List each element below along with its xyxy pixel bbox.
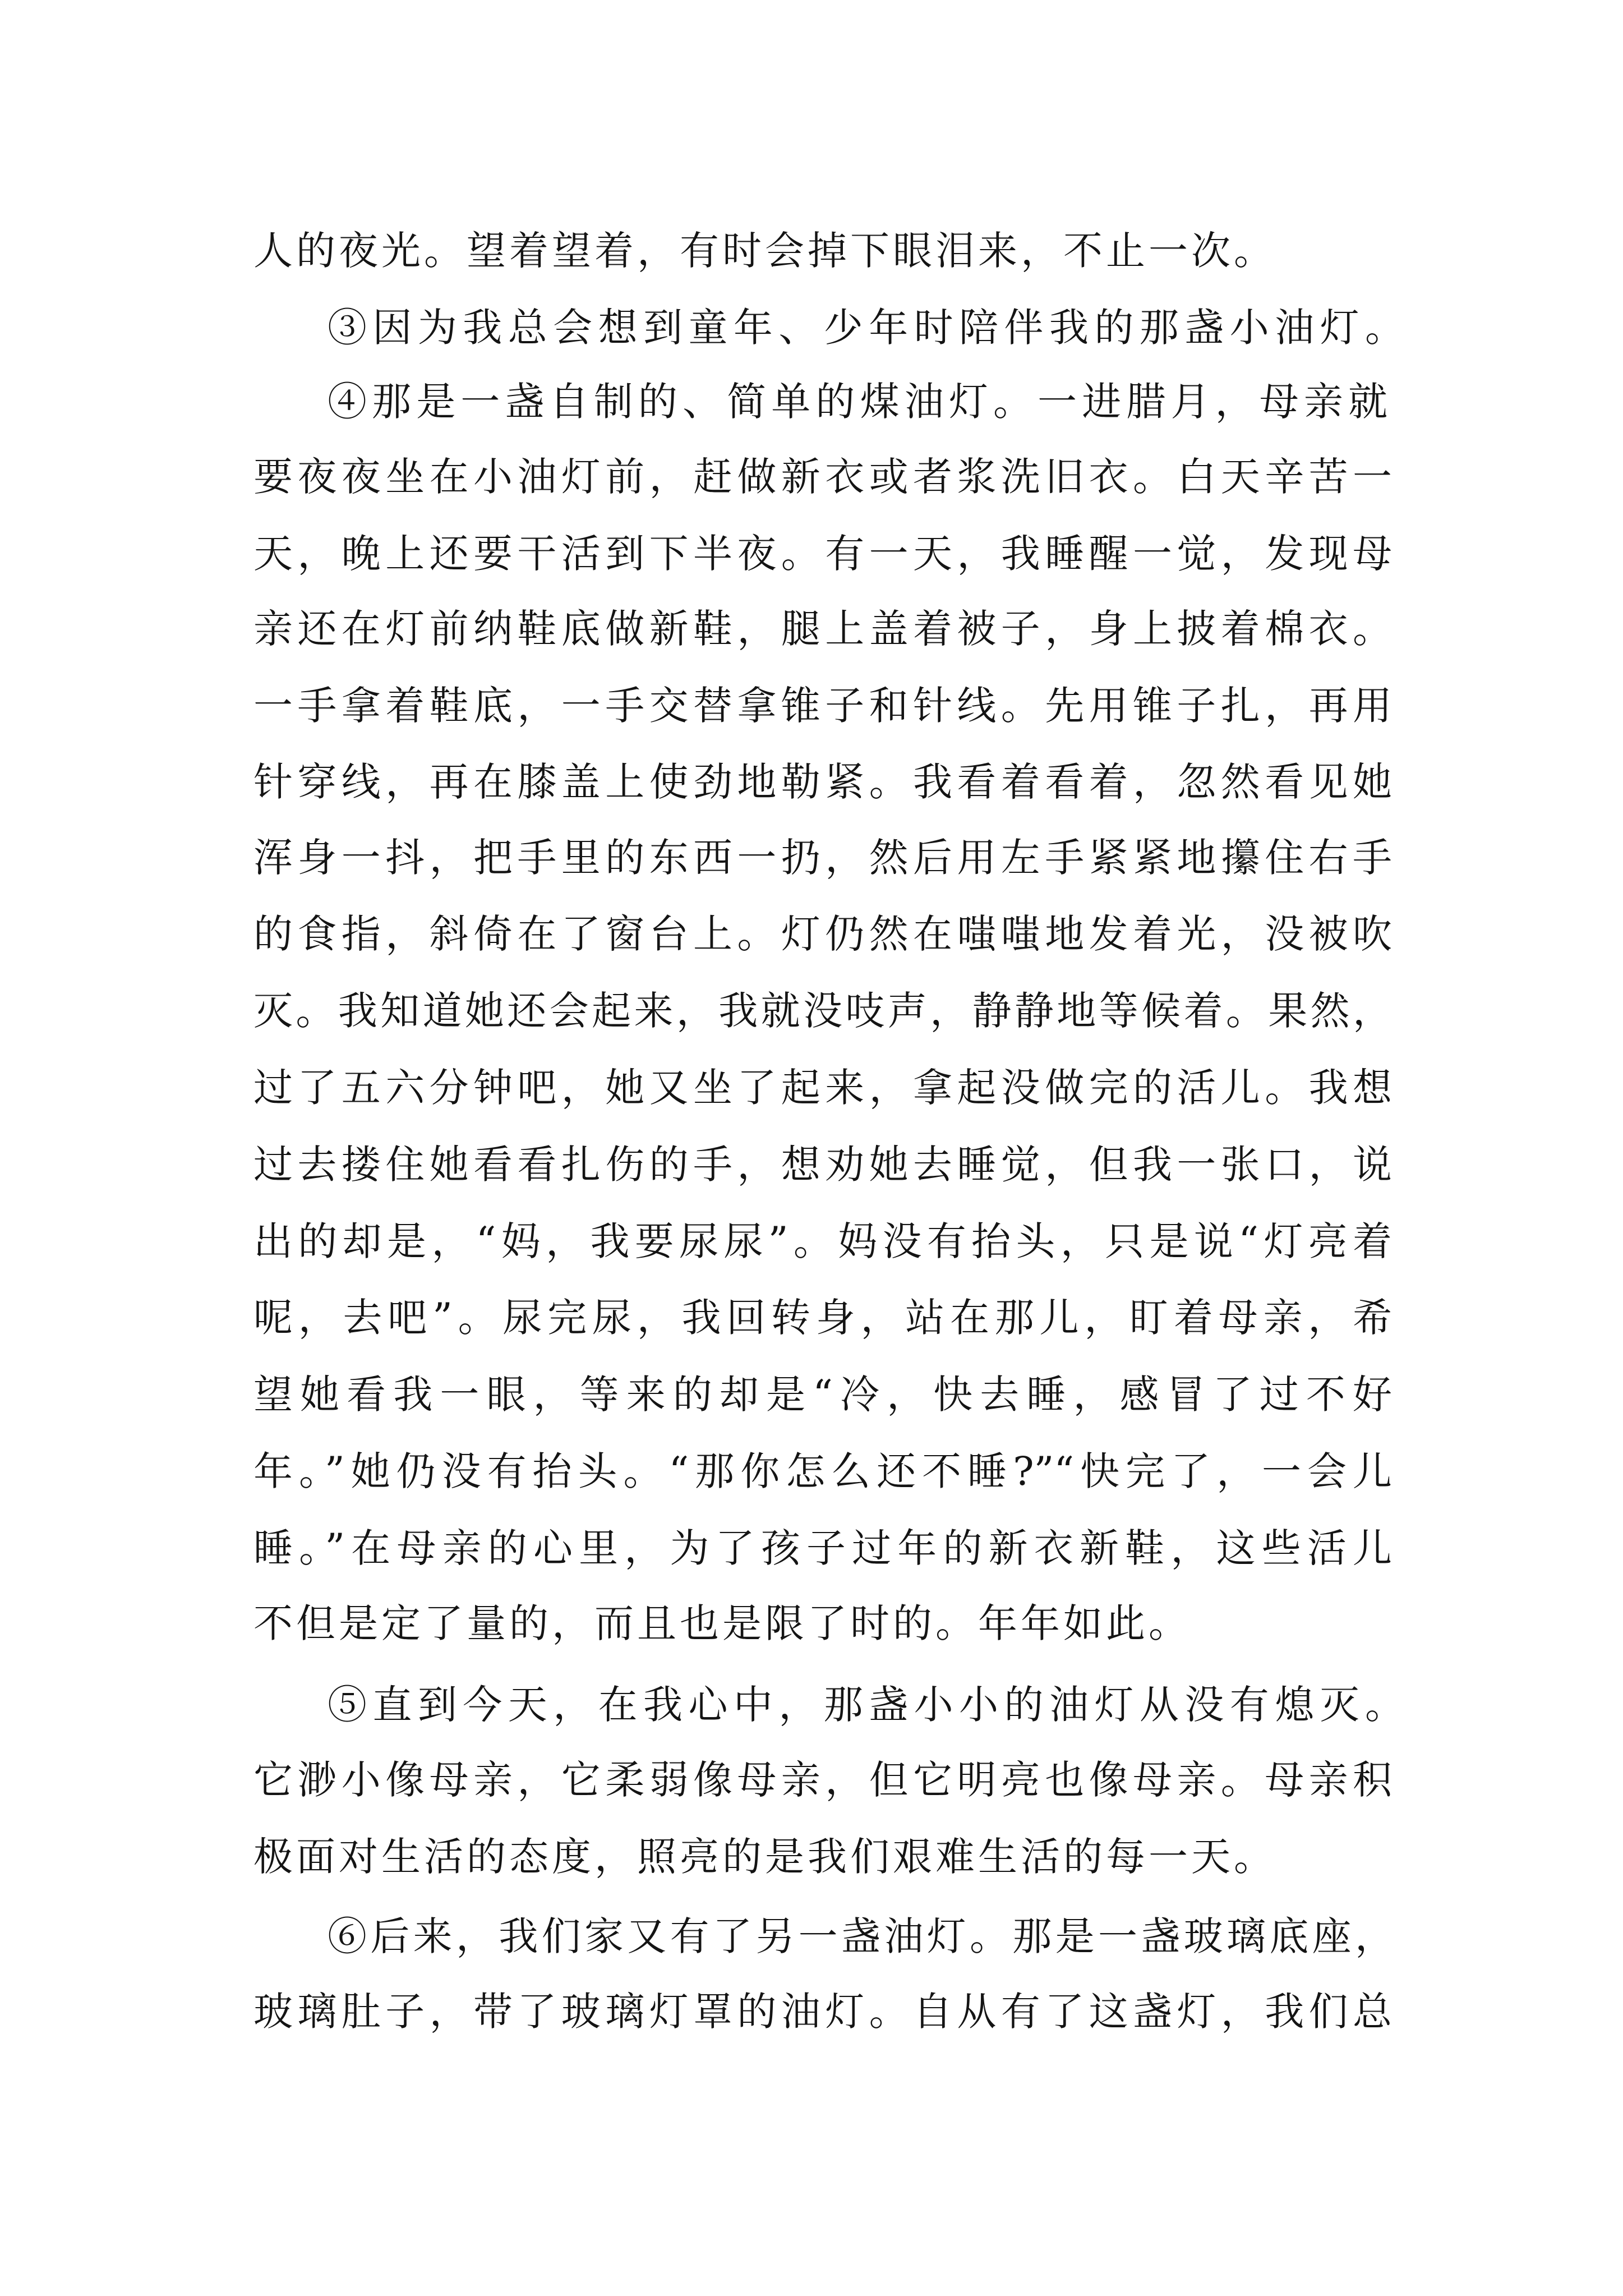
text-line: 望她看我一眼，等来的却是“冷，快去睡，感冒了过不好 xyxy=(253,1372,1392,1418)
text-line: 不但是定了量的，而且也是限了时的。年年如此。 xyxy=(253,1600,1191,1646)
text-line: ③因为我总会想到童年、少年时陪伴我的那盏小油灯。 xyxy=(328,305,1404,351)
text-line: 睡。”在母亲的心里，为了孩子过年的新衣新鞋，这些活儿 xyxy=(253,1525,1392,1571)
text-line: 亲还在灯前纳鞋底做新鞋，腿上盖着被子，身上披着棉衣。 xyxy=(253,606,1392,652)
text-line: 人的夜光。望着望着，有时会掉下眼泪来，不止一次。 xyxy=(253,228,1276,274)
text-line: 出的却是，“妈，我要尿尿”。妈没有抬头，只是说“灯亮着 xyxy=(253,1218,1392,1264)
text-line: 灭。我知道她还会起来，我就没吱声，静静地等候着。果然， xyxy=(253,988,1392,1034)
text-line: 极面对生活的态度，照亮的是我们艰难生活的每一天。 xyxy=(253,1834,1276,1880)
text-line: ⑤直到今天，在我心中，那盏小小的油灯从没有熄灭。 xyxy=(328,1682,1404,1728)
text-line: 浑身一抖，把手里的东西一扔，然后用左手紧紧地攥住右手 xyxy=(253,835,1392,881)
text-line: 要夜夜坐在小油灯前，赶做新衣或者浆洗旧衣。白天辛苦一 xyxy=(253,454,1392,500)
text-line: 天，晚上还要干活到下半夜。有一天，我睡醒一觉，发现母 xyxy=(253,531,1392,577)
text-line: 的食指，斜倚在了窗台上。灯仍然在嗤嗤地发着光，没被吹 xyxy=(253,911,1392,957)
text-line: ④那是一盏自制的、简单的煤油灯。一进腊月，母亲就 xyxy=(328,379,1387,425)
text-line: 针穿线，再在膝盖上使劲地勒紧。我看着看着，忽然看见她 xyxy=(253,759,1392,805)
text-line: 它渺小像母亲，它柔弱像母亲，但它明亮也像母亲。母亲积 xyxy=(253,1757,1392,1803)
text-line: 过去搂住她看看扎伤的手，想劝她去睡觉，但我一张口，说 xyxy=(253,1142,1392,1188)
text-line: 呢，去吧”。尿完尿，我回转身，站在那儿，盯着母亲，希 xyxy=(253,1295,1392,1341)
text-line: ⑥后来，我们家又有了另一盏油灯。那是一盏玻璃底座， xyxy=(328,1913,1394,1959)
text-line: 玻璃肚子，带了玻璃灯罩的油灯。自从有了这盏灯，我们总 xyxy=(253,1989,1392,2035)
text-line: 年。”她仍没有抬头。“那你怎么还不睡?”“快完了，一会儿 xyxy=(253,1448,1392,1494)
text-line: 过了五六分钟吧，她又坐了起来，拿起没做完的活儿。我想 xyxy=(253,1065,1392,1111)
text-line: 一手拿着鞋底，一手交替拿锥子和针线。先用锥子扎，再用 xyxy=(253,683,1392,729)
